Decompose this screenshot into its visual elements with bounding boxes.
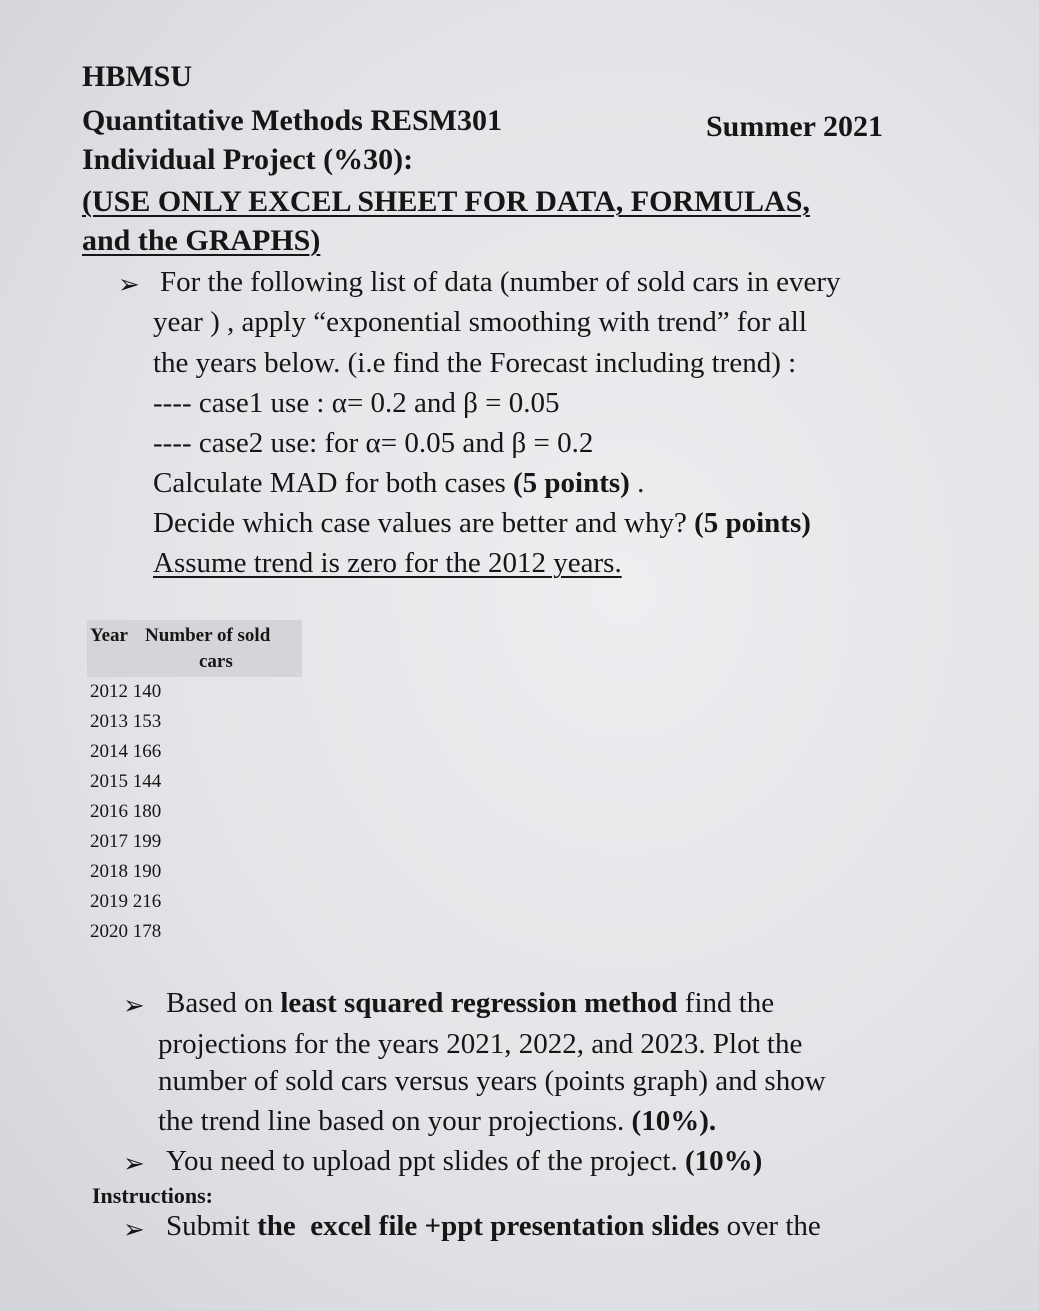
task1-line3: the years below. (i.e find the Forecast including trend) : [153,347,797,379]
bullet-arrow-icon: ➢ [123,991,145,1020]
col-year-header: Year [90,625,128,646]
institution: HBMSU [82,60,193,93]
instruction-line-2: and the GRAPHS) [82,224,321,257]
table-row: 2018 190 [90,861,162,882]
decide-line [153,507,811,540]
table-row: 2013 153 [90,711,162,732]
term: Summer 2021 [706,110,883,143]
task2-line3: number of sold cars versus years (points graph) and show [158,1065,826,1097]
bullet-arrow-icon: ➢ [118,270,140,299]
course-title: Quantitative Methods RESM301 [82,104,502,137]
table-header [87,620,302,677]
task2-line2: projections for the years 2021, 2022, and 2023. Plot the [158,1028,803,1060]
case2-line: ---- case2 use: for α= 0.05 and β = 0.2 [153,427,594,459]
task3-points: (10%) [684,1145,763,1177]
assume-line: Assume trend is zero for the 2012 years. [153,547,622,579]
table-row: 2017 199 [90,831,162,852]
col-sold-header: Number of sold [145,625,271,646]
table-row: 2015 144 [90,771,162,792]
mad-text: Calculate MAD for both cases [153,467,513,499]
mad-end: . [629,467,645,499]
instruction-line-1: (USE ONLY EXCEL SHEET FOR DATA, FORMULAS, [82,185,810,218]
instructions-line: Submit the excel file +ppt presentation slides over the [166,1210,821,1242]
task2-line4: the trend line based on your projections. (10%). [158,1105,717,1137]
col-sold-header-cont: cars [199,651,233,672]
mad-line [153,467,644,500]
task3-line: You need to upload ppt slides of the project. (10%) [166,1145,763,1177]
table-row: 2019 216 [90,891,162,912]
table-row: 2012 140 [90,681,162,702]
task1-line1: For the following list of data (number of sold cars in every [160,266,841,298]
decide-points: (5 points) [694,507,811,539]
bullet-arrow-icon: ➢ [123,1149,145,1178]
decide-text: Decide which case values are better and why? [153,507,695,539]
task1-line2: year ) , apply “exponential smoothing with trend” for all [153,306,807,338]
task2-points: (10%). [631,1105,717,1137]
task2-line1: Based on least squared regression method find the [166,987,775,1019]
mad-points: (5 points) [512,467,630,499]
table-row: 2020 178 [90,921,162,942]
table-row: 2016 180 [90,801,162,822]
project-title: Individual Project (%30): [82,143,414,176]
instructions-label: Instructions: [92,1183,214,1208]
case1-line: ---- case1 use : α= 0.2 and β = 0.05 [153,387,560,419]
table-row: 2014 166 [90,741,162,762]
task2-method: least squared regression method [280,987,678,1019]
bullet-arrow-icon: ➢ [123,1215,145,1244]
